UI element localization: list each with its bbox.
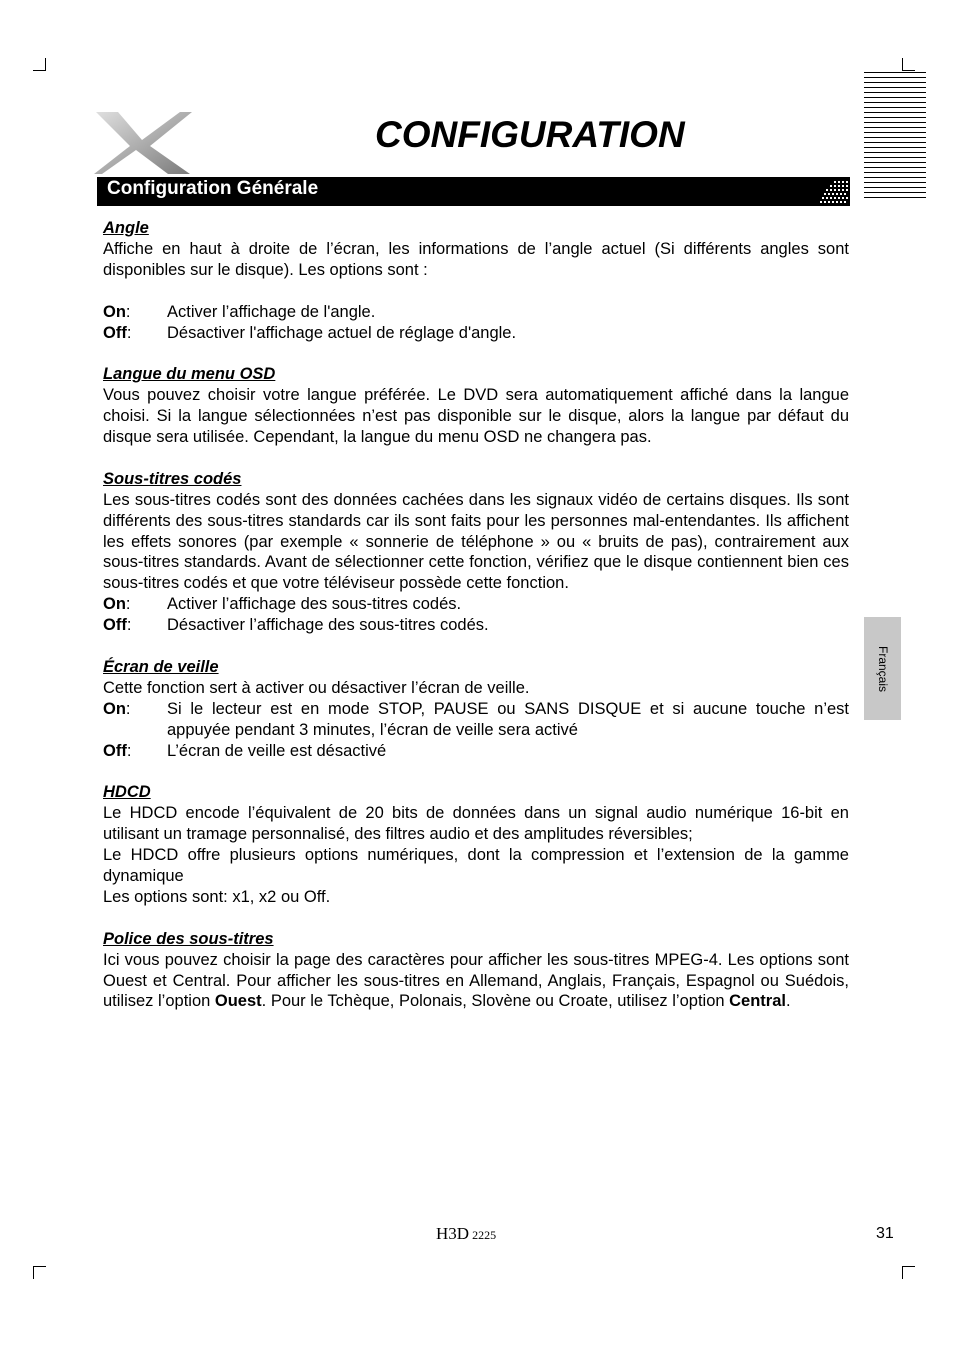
option-text: Si le lecteur est en mode STOP, PAUSE ou SANS DISQUE et si aucune touche n’est appuyée pendant 3 minutes, l’écran de veille sera activé [167, 699, 849, 739]
subtitle-font-description: Ici vous pouvez choisir la page des caractères pour afficher les sous-titres MPEG-4. Les options sont Ouest et Central. Pour afficher les sous-titres en Allemand, Anglais, Français, Espagnol ou Suédois, utilisez l’option Ouest. Pour le Tchèque, Polonais, Slovène ou Croate, utilisez l’option Central. [103, 950, 849, 1011]
model-number: 2225 [472, 1228, 497, 1242]
option-key: On [103, 595, 126, 614]
language-tab-label: Français [875, 645, 890, 692]
x-brand-logo-icon [94, 110, 194, 176]
closed-captions-heading: Sous-titres codés [103, 469, 242, 488]
option-key: On [103, 699, 126, 718]
crop-mark-top-right [902, 58, 915, 71]
angle-description: Affiche en haut à droite de l’écran, les informations de l’angle actuel (Si différents angles sont disponibles sur le disque). Les options sont : [103, 239, 849, 279]
option-key: On [103, 302, 126, 321]
hdcd-paragraph-2: Le HDCD offre plusieurs options numériques, dont la compression et l’extension de la gamme dynamique [103, 846, 849, 886]
screensaver-section [103, 657, 849, 762]
screensaver-option-off: Off: L’écran de veille est désactivé [103, 741, 849, 762]
angle-option-off: Off: Désactiver l'affichage actuel de réglage d'angle. [103, 323, 849, 344]
crop-mark-bottom-left [33, 1266, 46, 1279]
osd-language-section [103, 364, 849, 448]
screensaver-description: Cette fonction sert à activer ou désactiver l’écran de veille. [103, 678, 530, 697]
option-west: Ouest [214, 992, 262, 1011]
section-title: Configuration Générale [107, 178, 319, 199]
page-number: 31 [876, 1225, 894, 1242]
dot-pattern-icon [816, 177, 850, 206]
crop-mark-top-left [33, 58, 46, 71]
option-key: Off [103, 741, 127, 760]
angle-section [103, 218, 849, 343]
decorative-stripes [864, 72, 926, 198]
page-title: CONFIGURATION [375, 114, 685, 155]
document-body [103, 218, 849, 1012]
osd-language-description: Vous pouvez choisir votre langue préférée. Le DVD sera automatiquement affiché dans la langue choisi. Si la langue sélectionnées n’est pas disponible sur le disque, alors la langue par défaut du disque sera utilisée. Cependant, la langue du menu OSD ne changera pas. [103, 386, 849, 447]
closed-captions-description: Les sous-titres codés sont des données cachées dans les signaux vidéo de certains disques. Ils sont différents des sous-titres standards car ils sont faits pour les personnes mal-entendantes. Ils affichent les effets sonores (par exemple « sonnerie de téléphone » ou « bruits de pas), contrairement aux sous-titres standards. Avant de sélectionner cette fonction, vérifiez que le disque contiennent bien ces sous-titres codés et que votre téléviseur possède cette fonction. [103, 490, 849, 593]
section-header-bar [97, 177, 850, 206]
angle-option-on: On: Activer l’affichage de l'angle. [103, 302, 849, 323]
option-text: Activer l’affichage des sous-titres codés. [167, 595, 462, 614]
hdcd-heading: HDCD [103, 783, 151, 802]
option-text: Activer l’affichage de l'angle. [167, 302, 376, 321]
option-central: Central [729, 992, 786, 1011]
option-key: Off [103, 323, 127, 342]
crop-mark-bottom-right [902, 1266, 915, 1279]
hdcd-section [103, 782, 849, 907]
option-text: L’écran de veille est désactivé [167, 741, 387, 760]
option-text: Désactiver l'affichage actuel de réglage d'angle. [167, 323, 517, 342]
language-side-tab [864, 617, 901, 720]
hdcd-paragraph-1: Le HDCD encode l’équivalent de 20 bits de données dans un signal audio numérique 16-bit en utilisant un tramage personnalisé, des filtres audio et des amplitudes réversibles; [103, 804, 849, 844]
screensaver-heading: Écran de veille [103, 657, 219, 676]
hdcd-paragraph-3: Les options sont: x1, x2 ou Off. [103, 887, 331, 906]
closed-captions-section [103, 469, 849, 636]
option-text: Désactiver l’affichage des sous-titres codés. [167, 616, 489, 635]
closed-captions-option-off: Off: Désactiver l’affichage des sous-titres codés. [103, 615, 849, 636]
subtitle-font-heading: Police des sous-titres [103, 929, 274, 948]
screensaver-option-on: On: Si le lecteur est en mode STOP, PAUSE ou SANS DISQUE et si aucune touche n’est appuyée pendant 3 minutes, l’écran de veille sera activé [103, 699, 849, 739]
closed-captions-option-on: On: Activer l’affichage des sous-titres codés. [103, 594, 849, 615]
osd-language-heading: Langue du menu OSD [103, 365, 276, 384]
subtitle-font-section [103, 929, 849, 1013]
footer-model [436, 1224, 496, 1244]
angle-heading: Angle [103, 219, 149, 237]
model-name: H3D [436, 1224, 470, 1243]
option-key: Off [103, 616, 127, 635]
